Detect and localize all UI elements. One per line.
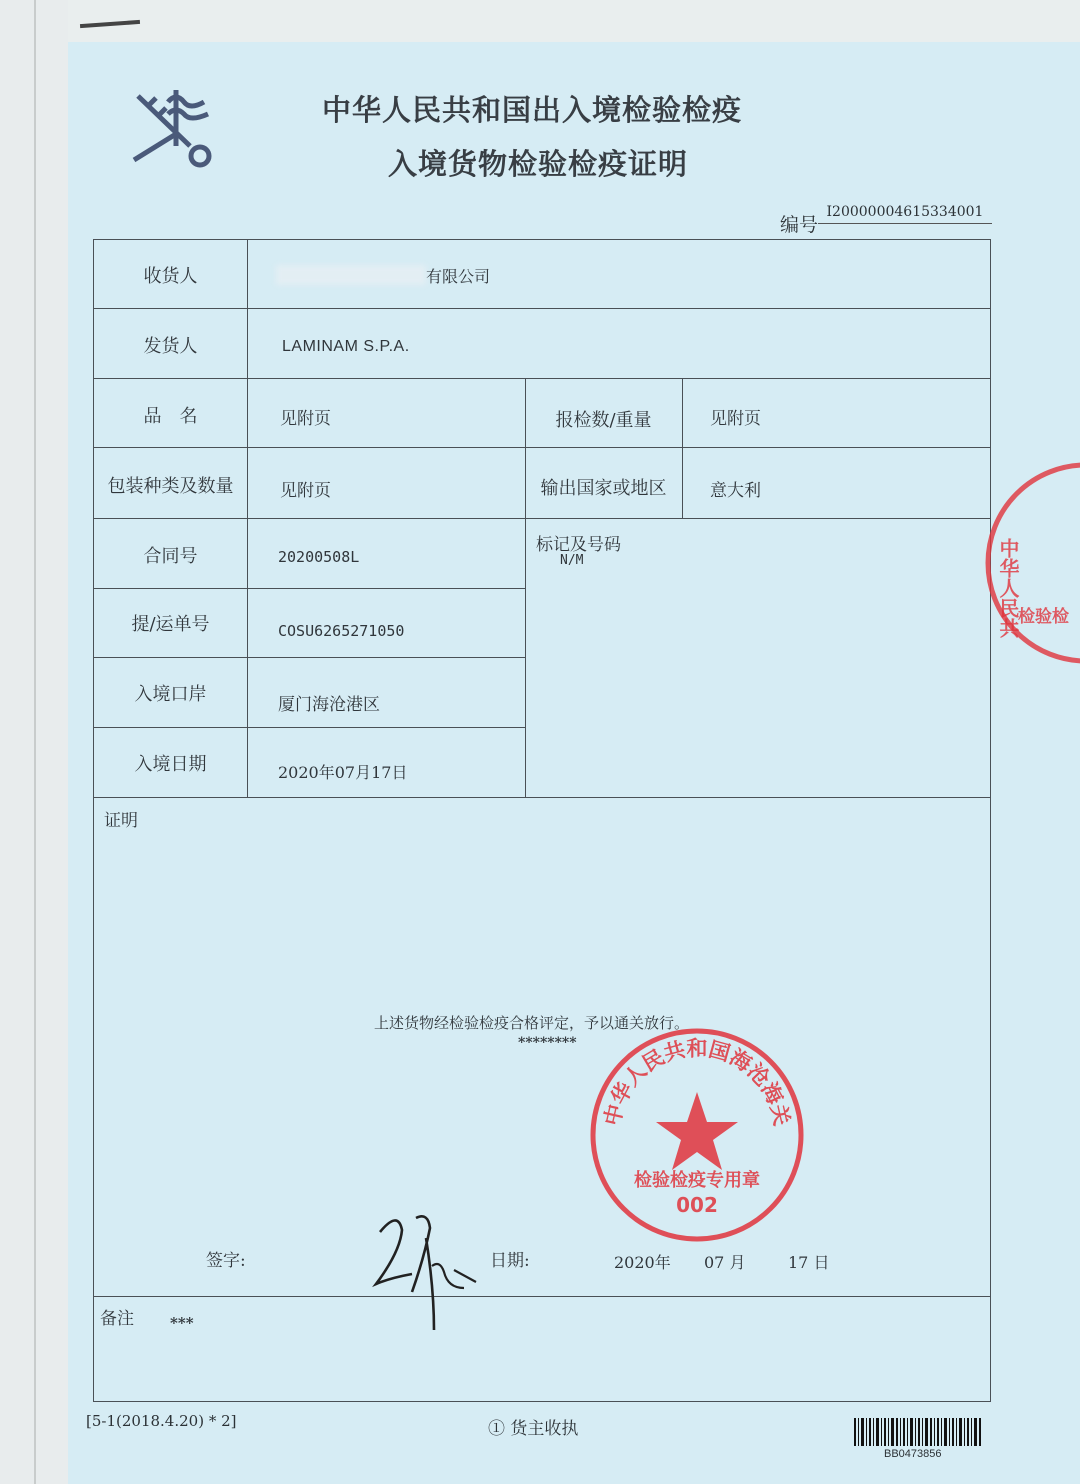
stamp-purpose-text: 检验检疫专用章 — [634, 1170, 760, 1191]
date-label: 日期: — [490, 1251, 530, 1271]
row-divider — [94, 727, 525, 728]
date-month: 07 月 — [704, 1253, 746, 1272]
row-divider — [94, 657, 525, 658]
authority-title: 中华人民共和国出入境检验检疫 — [322, 93, 743, 127]
contract-no-value: 20200508L — [278, 548, 360, 566]
stamp-org-text: 中华人民共和国海沧海关 — [599, 1035, 795, 1128]
partial-seal-stamp — [976, 458, 1080, 668]
quantity-label: 报检数/重量 — [555, 410, 652, 431]
barcode-icon — [854, 1418, 982, 1446]
row-divider — [94, 588, 525, 589]
certificate-number: I20000004615334001 — [818, 204, 992, 224]
product-name-value: 见附页 — [280, 409, 331, 429]
signature-label: 签字: — [206, 1251, 246, 1271]
row-divider — [94, 518, 991, 519]
consignor-value: LAMINAM S.P.A. — [282, 338, 410, 355]
consignee-value: 有限公司 — [426, 267, 491, 286]
side-stamp-purpose: 检验检 — [1018, 607, 1069, 627]
entry-port-label: 入境口岸 — [134, 684, 207, 705]
marks-value: N/M — [560, 553, 584, 568]
export-country-value: 意大利 — [710, 481, 761, 501]
form-code: [5-1(2018.4.20) * 2] — [86, 1412, 237, 1430]
packing-label: 包装种类及数量 — [107, 476, 234, 497]
certificate-section-label: 证明 — [104, 811, 138, 831]
contract-no-label: 合同号 — [143, 546, 198, 567]
col-divider — [247, 240, 248, 797]
consignor-label: 发货人 — [143, 336, 198, 357]
barcode-number: BB0473856 — [884, 1448, 942, 1460]
entry-port-value: 厦门海沧港区 — [278, 695, 380, 715]
row-divider — [94, 447, 991, 448]
marks-label: 标记及号码 — [536, 535, 621, 555]
ciq-emblem-icon — [128, 84, 222, 168]
entry-date-value: 2020年07月17日 — [278, 763, 408, 782]
page-edge — [34, 0, 36, 1484]
date-year: 2020年 — [614, 1253, 671, 1272]
consignee-label: 收货人 — [143, 266, 198, 287]
product-name-label: 品 名 — [143, 406, 198, 427]
col-divider — [682, 378, 683, 518]
col-divider — [525, 378, 526, 797]
export-country-label: 输出国家或地区 — [540, 478, 667, 499]
row-divider — [94, 308, 991, 309]
date-day: 17 日 — [788, 1253, 830, 1272]
certificate-asterisks: ******** — [518, 1035, 577, 1051]
handwritten-signature — [372, 1208, 482, 1338]
certificate-statement: 上述货物经检验检疫合格评定，予以通关放行。 — [374, 1014, 690, 1032]
certificate-form — [93, 239, 991, 1402]
bill-of-lading-value: COSU6265271050 — [278, 622, 405, 640]
stamp-number: 002 — [676, 1193, 718, 1217]
customs-seal-stamp — [588, 1026, 806, 1244]
side-stamp-text: 中华人民共 — [996, 538, 1020, 638]
row-divider — [94, 378, 991, 379]
row-divider — [94, 797, 991, 798]
document-title: 入境货物检验检疫证明 — [388, 147, 689, 181]
remarks-value: *** — [170, 1314, 194, 1332]
entry-date-label: 入境日期 — [134, 754, 207, 775]
copy-designation: ① 货主收执 — [488, 1419, 579, 1439]
remarks-label: 备注 — [100, 1309, 134, 1329]
bill-of-lading-label: 提/运单号 — [131, 614, 210, 635]
row-divider — [94, 1296, 991, 1297]
quantity-value: 见附页 — [710, 409, 761, 429]
number-label: 编号 — [780, 214, 819, 236]
packing-value: 见附页 — [280, 481, 331, 501]
scan-mark — [80, 20, 140, 28]
redacted-area — [276, 265, 426, 285]
